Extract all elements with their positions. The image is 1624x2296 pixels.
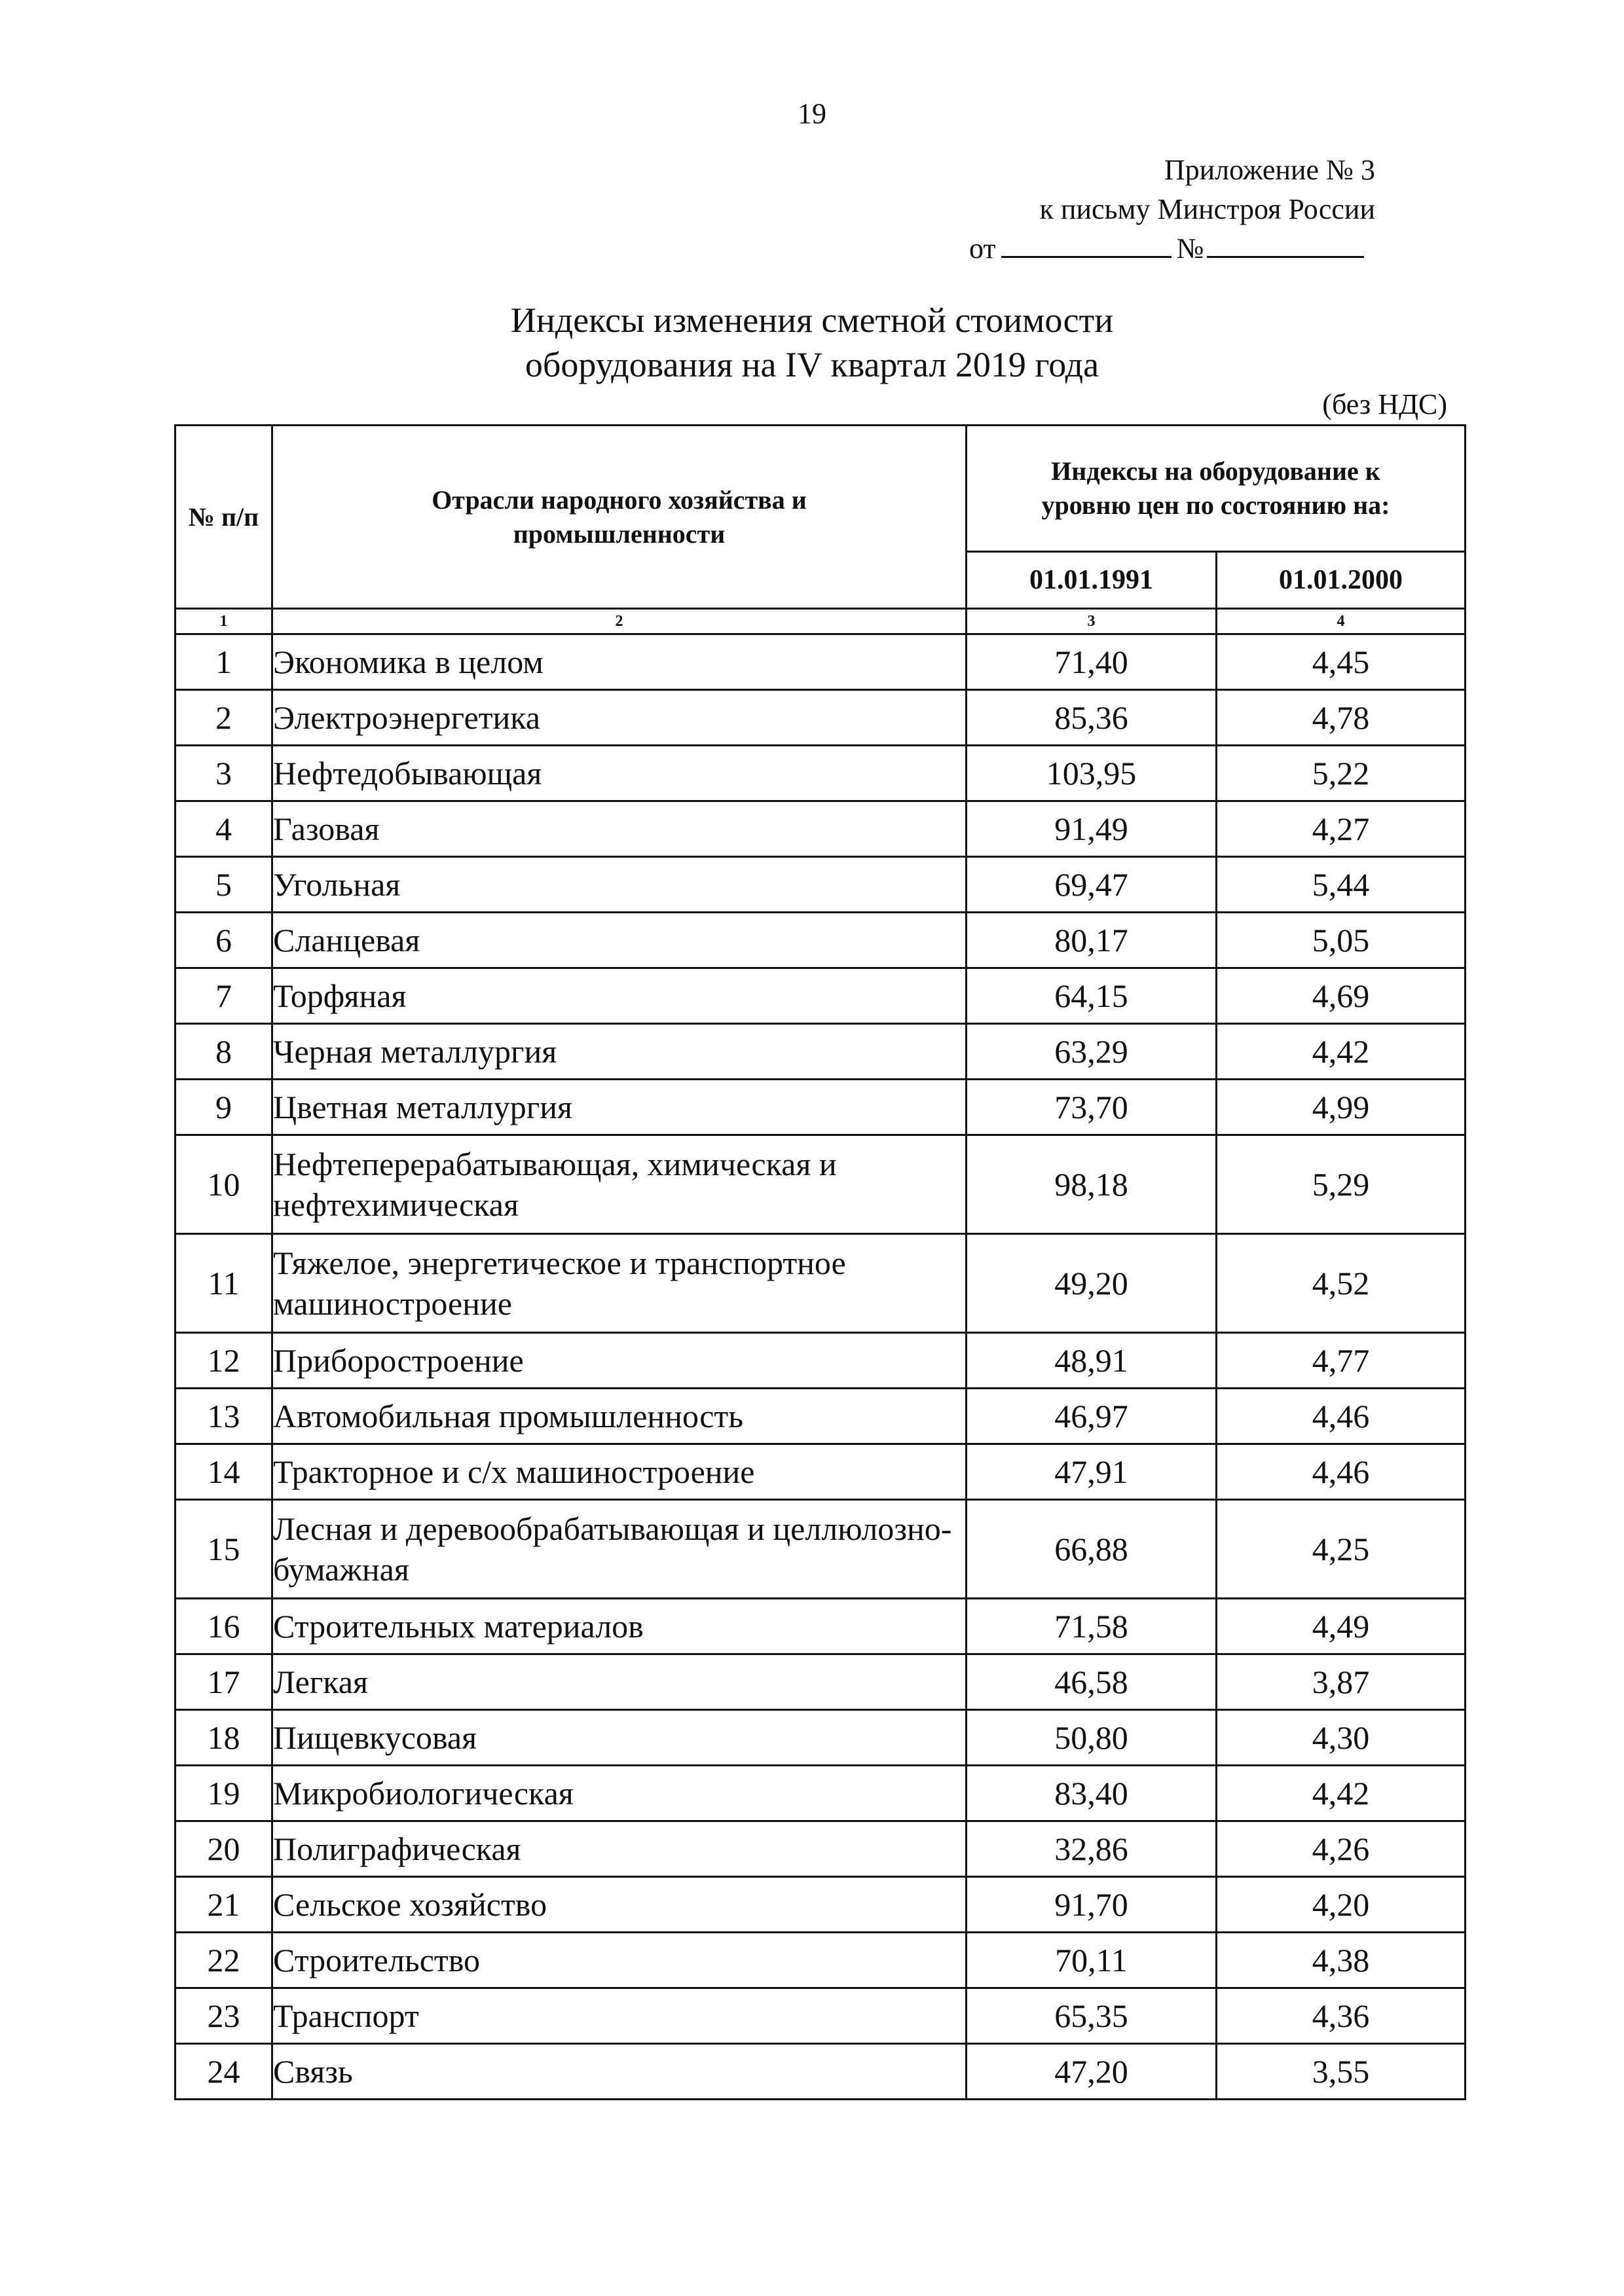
row-number-cell: 9: [175, 1080, 272, 1135]
column-number: 4: [1217, 609, 1466, 634]
indices-table: [174, 424, 1466, 2100]
index-2000-cell: 4,25: [1217, 1500, 1466, 1599]
index-1991-cell: 70,11: [967, 1933, 1217, 1988]
table-row: [175, 1389, 1466, 1444]
index-1991-cell: 48,91: [967, 1333, 1217, 1389]
index-2000-cell: 4,36: [1217, 1988, 1466, 2044]
industry-name-cell: Нефтеперерабатывающая, химическая и нефтехимическая: [272, 1135, 967, 1234]
index-1991-cell: 69,47: [967, 857, 1217, 913]
index-2000-cell: 5,29: [1217, 1135, 1466, 1234]
table-row: [175, 1933, 1466, 1988]
row-number-cell: 5: [175, 857, 272, 913]
row-number-cell: 10: [175, 1135, 272, 1234]
appendix-block: [969, 151, 1414, 268]
industry-name-cell: Электроэнергетика: [272, 690, 967, 746]
index-2000-cell: 4,38: [1217, 1933, 1466, 1988]
industry-name-cell: Строительных материалов: [272, 1599, 967, 1654]
vat-note: (без НДС): [1322, 388, 1447, 420]
industry-name-cell: Сланцевая: [272, 913, 967, 968]
number-blank-line: [1207, 231, 1364, 258]
header-industry: Отрасли народного хозяйства и промышленности: [272, 426, 967, 609]
index-1991-cell: 65,35: [967, 1988, 1217, 2044]
header-row: [175, 426, 1466, 552]
industry-name-cell: Сельское хозяйство: [272, 1877, 967, 1933]
index-2000-cell: 4,20: [1217, 1877, 1466, 1933]
index-2000-cell: 3,55: [1217, 2044, 1466, 2100]
row-number-cell: 8: [175, 1024, 272, 1080]
index-1991-cell: 91,49: [967, 801, 1217, 857]
index-2000-cell: 4,42: [1217, 1024, 1466, 1080]
table-row: [175, 1333, 1466, 1389]
header-date-2000: 01.01.2000: [1217, 552, 1466, 609]
index-1991-cell: 47,20: [967, 2044, 1217, 2100]
row-number-cell: 11: [175, 1234, 272, 1333]
industry-name-cell: Экономика в целом: [272, 634, 967, 690]
index-1991-cell: 80,17: [967, 913, 1217, 968]
index-1991-cell: 47,91: [967, 1444, 1217, 1500]
index-2000-cell: 4,49: [1217, 1599, 1466, 1654]
document-title: [327, 298, 1297, 387]
industry-name-cell: Тяжелое, энергетическое и транспортное машиностроение: [272, 1234, 967, 1333]
row-number-cell: 4: [175, 801, 272, 857]
index-2000-cell: 5,22: [1217, 746, 1466, 801]
row-number-cell: 2: [175, 690, 272, 746]
header-indices: Индексы на оборудование к уровню цен по состоянию на:: [967, 426, 1466, 552]
table-row: [175, 801, 1466, 857]
index-2000-cell: 5,05: [1217, 913, 1466, 968]
industry-name-cell: Связь: [272, 2044, 967, 2100]
table-row: [175, 1024, 1466, 1080]
industry-name-cell: Приборостроение: [272, 1333, 967, 1389]
row-number-cell: 1: [175, 634, 272, 690]
industry-name-cell: Нефтедобывающая: [272, 746, 967, 801]
index-1991-cell: 71,40: [967, 634, 1217, 690]
row-number-cell: 16: [175, 1599, 272, 1654]
index-2000-cell: 5,44: [1217, 857, 1466, 913]
table-row: [175, 1821, 1466, 1877]
index-1991-cell: 83,40: [967, 1766, 1217, 1821]
column-number: 2: [272, 609, 967, 634]
row-number-cell: 23: [175, 1988, 272, 2044]
row-number-cell: 20: [175, 1821, 272, 1877]
row-number-cell: 19: [175, 1766, 272, 1821]
table-row: [175, 1599, 1466, 1654]
table-row: [175, 1135, 1466, 1234]
date-blank-line: [1001, 231, 1172, 258]
table-row: [175, 2044, 1466, 2100]
table-row: [175, 1710, 1466, 1766]
table-row: [175, 1444, 1466, 1500]
index-1991-cell: 50,80: [967, 1710, 1217, 1766]
index-2000-cell: 4,52: [1217, 1234, 1466, 1333]
industry-name-cell: Тракторное и с/х машиностроение: [272, 1444, 967, 1500]
industry-name-cell: Легкая: [272, 1654, 967, 1710]
index-1991-cell: 46,97: [967, 1389, 1217, 1444]
industry-name-cell: Автомобильная промышленность: [272, 1389, 967, 1444]
index-2000-cell: 4,69: [1217, 968, 1466, 1024]
index-1991-cell: 103,95: [967, 746, 1217, 801]
table-row: [175, 1500, 1466, 1599]
industry-name-cell: Газовая: [272, 801, 967, 857]
index-2000-cell: 4,78: [1217, 690, 1466, 746]
column-number-row: [175, 609, 1466, 634]
row-number-cell: 6: [175, 913, 272, 968]
industry-name-cell: Черная металлургия: [272, 1024, 967, 1080]
table-row: [175, 1080, 1466, 1135]
title-line-2: оборудования на IV квартал 2019 года: [525, 345, 1099, 384]
table-row: [175, 1654, 1466, 1710]
industry-name-cell: Угольная: [272, 857, 967, 913]
index-1991-cell: 71,58: [967, 1599, 1217, 1654]
column-number: 3: [967, 609, 1217, 634]
industry-name-cell: Цветная металлургия: [272, 1080, 967, 1135]
table-row: [175, 746, 1466, 801]
appendix-title: Приложение № 3: [1164, 154, 1375, 186]
table-row: [175, 913, 1466, 968]
row-number-cell: 24: [175, 2044, 272, 2100]
index-1991-cell: 98,18: [967, 1135, 1217, 1234]
index-2000-cell: 4,46: [1217, 1389, 1466, 1444]
index-2000-cell: 4,45: [1217, 634, 1466, 690]
from-label: от: [969, 232, 996, 264]
index-2000-cell: 4,42: [1217, 1766, 1466, 1821]
index-1991-cell: 63,29: [967, 1024, 1217, 1080]
row-number-cell: 21: [175, 1877, 272, 1933]
table-row: [175, 1234, 1466, 1333]
appendix-date-number-line: [969, 229, 1414, 268]
index-1991-cell: 46,58: [967, 1654, 1217, 1710]
industry-name-cell: Транспорт: [272, 1988, 967, 2044]
index-2000-cell: 4,27: [1217, 801, 1466, 857]
header-num: № п/п: [175, 426, 272, 609]
index-2000-cell: 4,46: [1217, 1444, 1466, 1500]
industry-name-cell: Микробиологическая: [272, 1766, 967, 1821]
row-number-cell: 3: [175, 746, 272, 801]
row-number-cell: 14: [175, 1444, 272, 1500]
industry-name-cell: Лесная и деревообрабатывающая и целлюлозно-бумажная: [272, 1500, 967, 1599]
number-label: №: [1176, 232, 1204, 264]
industry-name-cell: Торфяная: [272, 968, 967, 1024]
index-1991-cell: 49,20: [967, 1234, 1217, 1333]
industry-name-cell: Полиграфическая: [272, 1821, 967, 1877]
page-number: 19: [798, 98, 826, 130]
table-row: [175, 1766, 1466, 1821]
appendix-letter-ref: к письму Минстроя России: [1039, 193, 1375, 225]
row-number-cell: 18: [175, 1710, 272, 1766]
index-2000-cell: 4,26: [1217, 1821, 1466, 1877]
table-row: [175, 1988, 1466, 2044]
column-number: 1: [175, 609, 272, 634]
index-2000-cell: 4,99: [1217, 1080, 1466, 1135]
title-line-1: Индексы изменения сметной стоимости: [510, 301, 1114, 340]
table-row: [175, 968, 1466, 1024]
index-1991-cell: 64,15: [967, 968, 1217, 1024]
industry-name-cell: Строительство: [272, 1933, 967, 1988]
row-number-cell: 17: [175, 1654, 272, 1710]
industry-name-cell: Пищевкусовая: [272, 1710, 967, 1766]
table-row: [175, 857, 1466, 913]
index-1991-cell: 66,88: [967, 1500, 1217, 1599]
row-number-cell: 22: [175, 1933, 272, 1988]
index-1991-cell: 32,86: [967, 1821, 1217, 1877]
index-2000-cell: 4,77: [1217, 1333, 1466, 1389]
index-1991-cell: 91,70: [967, 1877, 1217, 1933]
table-row: [175, 1877, 1466, 1933]
header-date-1991: 01.01.1991: [967, 552, 1217, 609]
index-1991-cell: 73,70: [967, 1080, 1217, 1135]
index-2000-cell: 3,87: [1217, 1654, 1466, 1710]
row-number-cell: 12: [175, 1333, 272, 1389]
index-2000-cell: 4,30: [1217, 1710, 1466, 1766]
index-1991-cell: 85,36: [967, 690, 1217, 746]
table-row: [175, 634, 1466, 690]
table-row: [175, 690, 1466, 746]
row-number-cell: 13: [175, 1389, 272, 1444]
row-number-cell: 15: [175, 1500, 272, 1599]
row-number-cell: 7: [175, 968, 272, 1024]
